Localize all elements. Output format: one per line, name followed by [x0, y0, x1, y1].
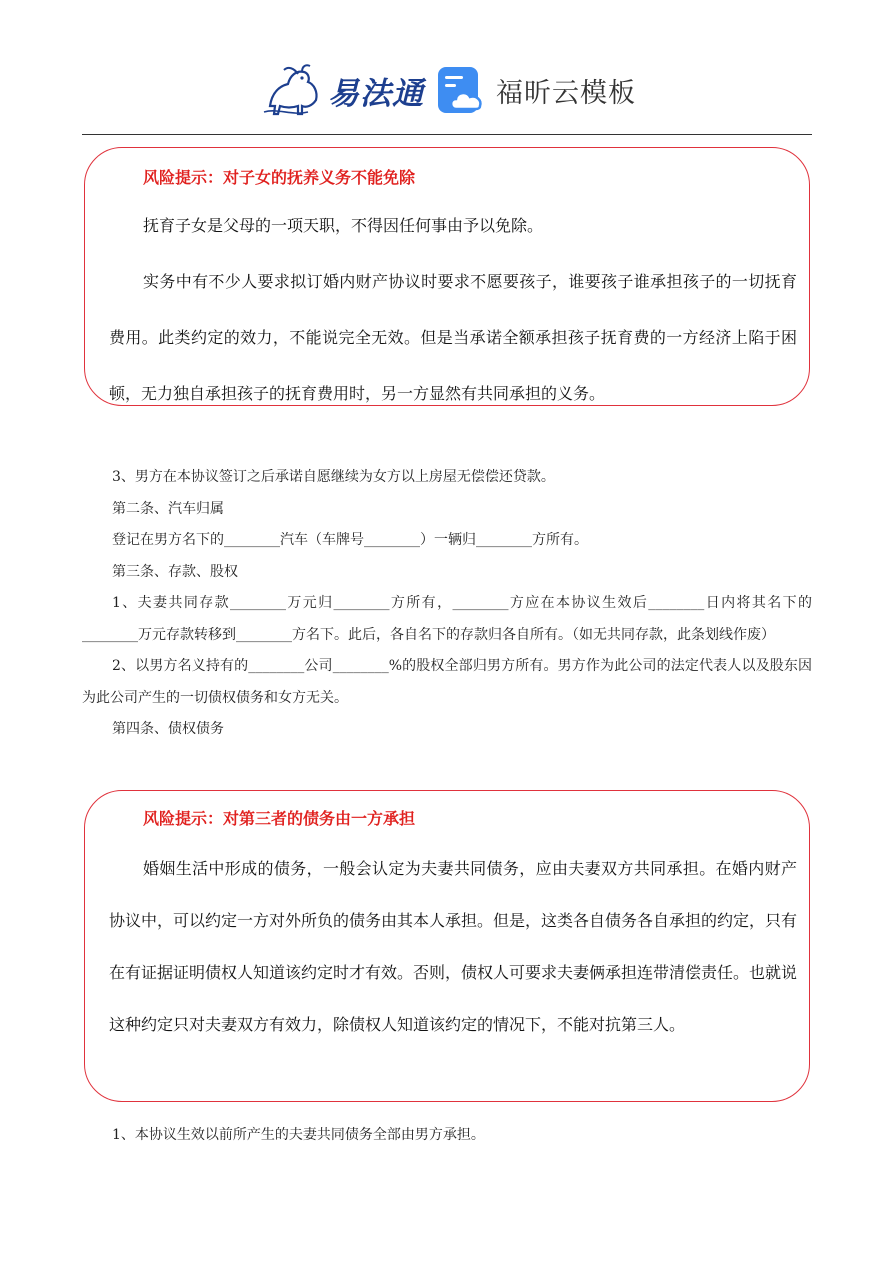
- article-heading-car: 第二条、汽车归属: [112, 500, 224, 517]
- page-header: [0, 58, 893, 122]
- clause-line: 3、男方在本协议签订之后承诺自愿继续为女方以上房屋无偿偿还贷款。: [112, 469, 555, 485]
- risk-tip-paragraph: 抚育子女是父母的一项天职，不得因任何事由予以免除。: [143, 216, 544, 235]
- fuxin-cloud-template-logo: [436, 64, 636, 116]
- clause-line: 登记在男方名下的________汽车（车牌号________）一辆归________方所有。: [112, 532, 588, 548]
- clause-line: 1、夫妻共同存款________万元归________方所有，________方应在本协议生效后________日内将其名下的________万元存款转移到________方名下。此后，各自名下的存款归各自所有。（如无共同存款，此条划线作废）: [82, 595, 812, 643]
- yifatong-logo: [262, 62, 424, 118]
- risk-tip-box-third-party-debt: [84, 790, 810, 1102]
- article-heading-debts: 第四条、债权债务: [112, 721, 224, 737]
- logo-right-text: 福昕云模板: [496, 77, 636, 109]
- clause-line: 1、本协议生效以前所产生的夫妻共同债务全部由男方承担。: [112, 1127, 485, 1143]
- header-divider: [82, 134, 812, 135]
- risk-tip-body: [109, 843, 797, 1051]
- agreement-clauses-tail: [82, 1121, 812, 1149]
- risk-tip-title: 风险提示：对第三者的债务由一方承担: [143, 809, 416, 828]
- risk-tip-paragraph: 婚姻生活中形成的债务，一般会认定为夫妻共同债务，应由夫妻双方共同承担。在婚内财产协议中，可以约定一方对外所负的债务由其本人承担。但是，这类各自债务各自承担的约定，只有在有证据证明债权人知道该约定时才有效。否则，债权人可要求夫妻俩承担连带清偿责任。也就说这种约定只对夫妻双方有效力，除债权人知道该约定的情况下，不能对抗第三人。: [109, 859, 798, 1034]
- clause-line: 2、以男方名义持有的________公司________%的股权全部归男方所有。男方作为此公司的法定代表人以及股东因为此公司产生的一切债权债务和女方无关。: [82, 658, 812, 706]
- logo-left-text: 易法通: [328, 75, 424, 112]
- article-heading-deposits-equity: 第三条、存款、股权: [112, 563, 238, 580]
- risk-tip-box-child-support: [84, 147, 810, 406]
- risk-tip-paragraph: 实务中有不少人要求拟订婚内财产协议时要求不愿要孩子，谁要孩子谁承担孩子的一切抚育费用。此类约定的效力，不能说完全无效。但是当承诺全额承担孩子抚育费的一方经济上陷于困顿，无力独自承担孩子的抚育费用时，另一方显然有共同承担的义务。: [109, 272, 797, 403]
- agreement-clauses: [82, 462, 812, 746]
- horse-emblem-icon: [262, 62, 324, 118]
- risk-tip-title: 风险提示：对子女的抚养义务不能免除: [143, 168, 416, 187]
- risk-tip-body: [109, 200, 797, 422]
- document-cloud-icon: [436, 65, 486, 115]
